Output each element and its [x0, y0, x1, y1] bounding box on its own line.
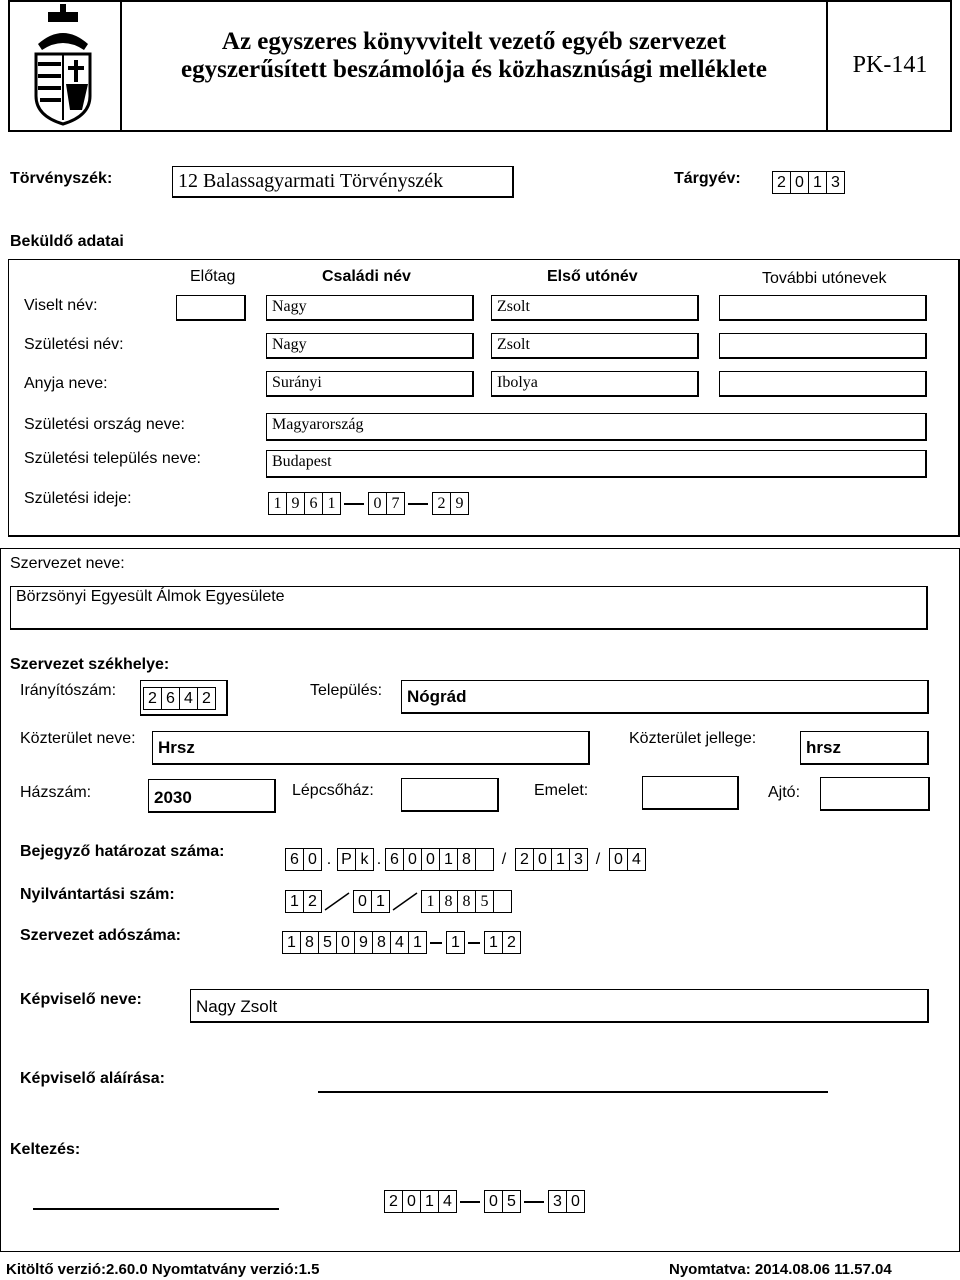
birth-place-label: Születési település neve:: [24, 450, 201, 467]
digit-cell[interactable]: 1: [420, 1190, 439, 1213]
digit-cell[interactable]: 0: [402, 1190, 421, 1213]
col-family: Családi név: [322, 268, 411, 285]
worn-name-first[interactable]: Zsolt: [491, 295, 699, 321]
form-code: PK-141: [852, 52, 928, 78]
footer-left: Kitöltő verzió:2.60.0 Nyomtatvány verzió:1.5: [6, 1261, 320, 1278]
digit-cell[interactable]: 0: [421, 848, 440, 871]
digit-cell[interactable]: 3: [569, 848, 588, 871]
house-field[interactable]: 2030: [148, 779, 276, 813]
birth-date-label: Születési ideje:: [24, 490, 132, 507]
digit-cell[interactable]: 0: [336, 931, 355, 954]
org-name-field[interactable]: Börzsönyi Egyesült Álmok Egyesülete: [10, 586, 928, 630]
year-label: Tárgyév:: [674, 170, 741, 187]
digit-cell[interactable]: 5: [318, 931, 337, 954]
digit-cell[interactable]: 6: [304, 492, 323, 515]
digit-cell[interactable]: 8: [439, 890, 458, 913]
birth-place-field[interactable]: Budapest: [266, 450, 927, 478]
digit-cell[interactable]: 2: [384, 1190, 403, 1213]
place-line[interactable]: [33, 1208, 279, 1210]
digit-cell[interactable]: 5: [475, 890, 494, 913]
mother-name-family[interactable]: Surányi: [266, 371, 474, 397]
street-type-label: Közterület jellege:: [629, 730, 757, 747]
reg-number-label: Nyilvántartási szám:: [20, 886, 175, 903]
digit-cell[interactable]: [475, 848, 494, 871]
org-seat-label: Szervezet székhelye:: [10, 656, 170, 673]
digit-cell[interactable]: P: [337, 848, 356, 871]
digit-cell[interactable]: 9: [354, 931, 373, 954]
digit-cell[interactable]: 3: [548, 1190, 567, 1213]
city-field[interactable]: Nógrád: [401, 680, 929, 714]
digit-cell[interactable]: 0: [403, 848, 422, 871]
birth-country-label: Születési ország neve:: [24, 416, 185, 433]
birth-name-other[interactable]: [719, 333, 927, 359]
col-first: Első utónév: [547, 268, 638, 285]
birth-date[interactable]: [268, 492, 468, 515]
digit-cell[interactable]: 4: [179, 687, 198, 710]
digit-cell[interactable]: 4: [390, 931, 409, 954]
digit-cell[interactable]: 2: [515, 848, 534, 871]
digit-cell[interactable]: 1: [439, 848, 458, 871]
digit-cell[interactable]: 1: [446, 931, 465, 954]
digit-cell[interactable]: 1: [808, 171, 827, 194]
digit-cell[interactable]: 0: [533, 848, 552, 871]
slash-icon: [389, 890, 421, 913]
slash-icon: [321, 890, 353, 913]
zip-label: Irányítószám:: [20, 682, 117, 699]
date-label: Keltezés:: [10, 1141, 81, 1158]
digit-cell[interactable]: 1: [484, 931, 503, 954]
digit-cell[interactable]: [493, 890, 512, 913]
digit-cell[interactable]: 1: [268, 492, 287, 515]
rep-label: Képviselő neve:: [20, 991, 142, 1008]
digit-cell[interactable]: 1: [551, 848, 570, 871]
digit-cell[interactable]: 2: [432, 492, 451, 515]
year-digits[interactable]: [772, 171, 844, 194]
sender-section-label: Beküldő adatai: [10, 233, 124, 250]
digit-cell[interactable]: 6: [285, 848, 304, 871]
digit-cell[interactable]: 1: [371, 890, 390, 913]
floor-field[interactable]: [642, 776, 739, 810]
form-title: Az egyszeres könyvvitelt vezető egyéb szervezet egyszerűsített beszámolója és közhasznúsági melléklete: [181, 28, 767, 83]
digit-cell[interactable]: 1: [282, 931, 301, 954]
digit-cell[interactable]: 8: [457, 848, 476, 871]
org-name-label: Szervezet neve:: [10, 555, 125, 572]
digit-cell[interactable]: 3: [826, 171, 845, 194]
birth-country-field[interactable]: Magyarország: [266, 413, 927, 441]
digit-cell[interactable]: 2: [772, 171, 791, 194]
digit-cell[interactable]: 0: [484, 1190, 503, 1213]
digit-cell[interactable]: 0: [609, 848, 628, 871]
worn-name-label: Viselt név:: [24, 297, 98, 314]
sign-label: Képviselő aláírása:: [20, 1070, 165, 1087]
digit-cell[interactable]: k: [355, 848, 374, 871]
stair-field[interactable]: [401, 778, 499, 812]
birth-name-label: Születési név:: [24, 336, 124, 353]
digit-cell[interactable]: 5: [502, 1190, 521, 1213]
digit-cell[interactable]: 0: [353, 890, 372, 913]
coat-of-arms-icon: [28, 4, 98, 126]
date-dash: [344, 503, 364, 505]
mother-name-first[interactable]: Ibolya: [491, 371, 699, 397]
worn-name-other[interactable]: [719, 295, 927, 321]
birth-name-family[interactable]: Nagy: [266, 333, 474, 359]
digit-cell[interactable]: 1: [408, 931, 427, 954]
digit-cell[interactable]: 8: [457, 890, 476, 913]
reg-decision[interactable]: 6 0 . P k . 6 0 0 1 8 / 2 0 1 3 / 0 4: [285, 848, 645, 871]
digit-cell[interactable]: 8: [300, 931, 319, 954]
digit-cell[interactable]: 9: [450, 492, 469, 515]
digit-cell[interactable]: 7: [386, 492, 405, 515]
digit-cell[interactable]: 2: [502, 931, 521, 954]
floor-label: Emelet:: [534, 782, 589, 799]
court-field[interactable]: 12 Balassagyarmati Törvényszék: [172, 166, 514, 198]
digit-cell[interactable]: 2: [197, 687, 216, 710]
reg-decision-label: Bejegyző határozat száma:: [20, 843, 225, 860]
digit-cell[interactable]: 0: [566, 1190, 585, 1213]
tax-label: Szervezet adószáma:: [20, 927, 181, 944]
digit-cell[interactable]: 6: [161, 687, 180, 710]
zip-box[interactable]: [140, 680, 228, 716]
digit-cell[interactable]: 0: [790, 171, 809, 194]
digit-cell[interactable]: 1: [421, 890, 440, 913]
street-field[interactable]: Hrsz: [152, 731, 590, 765]
rep-field[interactable]: Nagy Zsolt: [190, 989, 929, 1023]
court-label: Törvényszék:: [10, 170, 113, 187]
reg-number[interactable]: [285, 890, 511, 913]
worn-name-family[interactable]: Nagy: [266, 295, 474, 321]
col-prefix: Előtag: [190, 268, 236, 285]
street-label: Közterület neve:: [20, 730, 136, 747]
digit-cell[interactable]: 0: [303, 848, 322, 871]
city-label: Település:: [310, 682, 383, 699]
digit-cell[interactable]: 4: [438, 1190, 457, 1213]
date-dash: [408, 503, 428, 505]
worn-name-prefix[interactable]: [176, 295, 246, 321]
digit-cell[interactable]: 6: [385, 848, 404, 871]
digit-cell[interactable]: 1: [322, 492, 341, 515]
birth-name-first[interactable]: Zsolt: [491, 333, 699, 359]
footer-right: Nyomtatva: 2014.08.06 11.57.04: [669, 1261, 892, 1278]
digit-cell[interactable]: 2: [303, 890, 322, 913]
digit-cell[interactable]: 1: [285, 890, 304, 913]
digit-cell[interactable]: 0: [368, 492, 387, 515]
door-label: Ajtó:: [768, 784, 801, 801]
digit-cell[interactable]: 4: [627, 848, 646, 871]
digit-cell[interactable]: 9: [286, 492, 305, 515]
tax-number[interactable]: [282, 931, 520, 954]
col-other: További utónevek: [762, 270, 887, 287]
mother-name-other[interactable]: [719, 371, 927, 397]
mother-name-label: Anyja neve:: [24, 375, 108, 392]
digit-cell[interactable]: 8: [372, 931, 391, 954]
digit-cell[interactable]: 2: [143, 687, 162, 710]
street-type-field[interactable]: hrsz: [800, 731, 929, 765]
signature-line[interactable]: [318, 1091, 828, 1093]
door-field[interactable]: [820, 777, 930, 811]
stair-label: Lépcsőház:: [292, 782, 374, 799]
date-field[interactable]: [384, 1190, 584, 1213]
house-label: Házszám:: [20, 784, 92, 801]
